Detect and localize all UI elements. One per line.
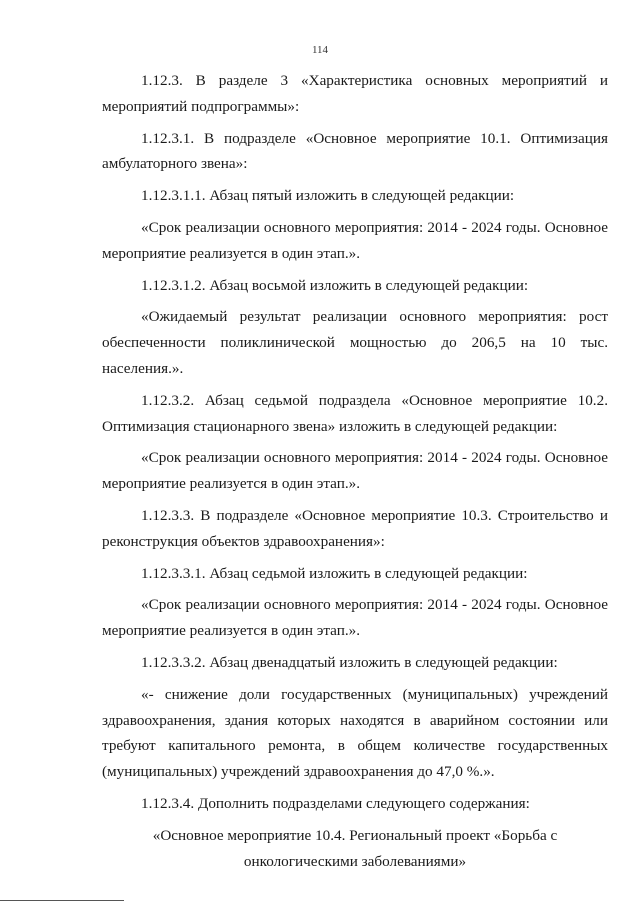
paragraph-1-12-3: 1.12.3. В разделе 3 «Характеристика основных мероприятий и мероприятий подпрограммы»: — [102, 72, 608, 115]
paragraph-1-12-3-1-2: 1.12.3.1.2. Абзац восьмой изложить в следующей редакции: — [141, 276, 529, 294]
quote-term-10-1: «Срок реализации основного мероприятия: 2014 - 2024 годы. Основное мероприятие реализуется в один этап.». — [102, 218, 608, 262]
paragraph-1-12-3-3: 1.12.3.3. В подразделе «Основное мероприятие 10.3. Строительство и реконструкция объектов здравоохранения»: — [102, 506, 608, 550]
paragraph-1-12-3-1-1: 1.12.3.1.1. Абзац пятый изложить в следующей редакции: — [141, 187, 515, 205]
paragraph-1-12-3-3-1: 1.12.3.3.1. Абзац седьмой изложить в следующей редакции: — [141, 564, 528, 582]
subsection-heading — [102, 823, 608, 875]
quote-expected-result: «Ожидаемый результат реализации основного мероприятия: рост обеспеченности поликлинической мощностью до 206,5 на 10 тыс. населения.». — [102, 308, 608, 377]
paragraph-1-12-3-3-2: 1.12.3.3.2. Абзац двенадцатый изложить в следующей редакции: — [141, 653, 558, 671]
quote-share-reduction: «- снижение доли государственных (муниципальных) учреждений здравоохранения, здания которых находятся в аварийном состоянии или требуют капитального ремонта, в общем количестве государственных (муниципальных) учреждений здравоохранения до 47,0 %.». — [102, 685, 608, 781]
paragraph-1-12-3-2: 1.12.3.2. Абзац седьмой подраздела «Основное мероприятие 10.2. Оптимизация стационарного звена» изложить в следующей редакции: — [102, 391, 608, 435]
subsection-heading-line-1: «Основное мероприятие 10.4. Региональный проект «Борьба с — [152, 826, 558, 844]
footer-rule — [0, 900, 124, 901]
paragraph-1-12-3-4: 1.12.3.4. Дополнить подразделами следующего содержания: — [141, 794, 530, 812]
paragraph-1-12-3-1: 1.12.3.1. В подразделе «Основное мероприятие 10.1. Оптимизация амбулаторного звена»: — [102, 129, 608, 173]
page-number: 114 — [311, 44, 329, 56]
subsection-heading-line-2: онкологическими заболеваниями» — [243, 852, 467, 870]
quote-term-10-3: «Срок реализации основного мероприятия: 2014 - 2024 годы. Основное мероприятие реализуется в один этап.». — [102, 596, 608, 640]
quote-term-10-2: «Срок реализации основного мероприятия: 2014 - 2024 годы. Основное мероприятие реализуется в один этап.». — [102, 449, 608, 493]
document-body — [102, 68, 608, 880]
